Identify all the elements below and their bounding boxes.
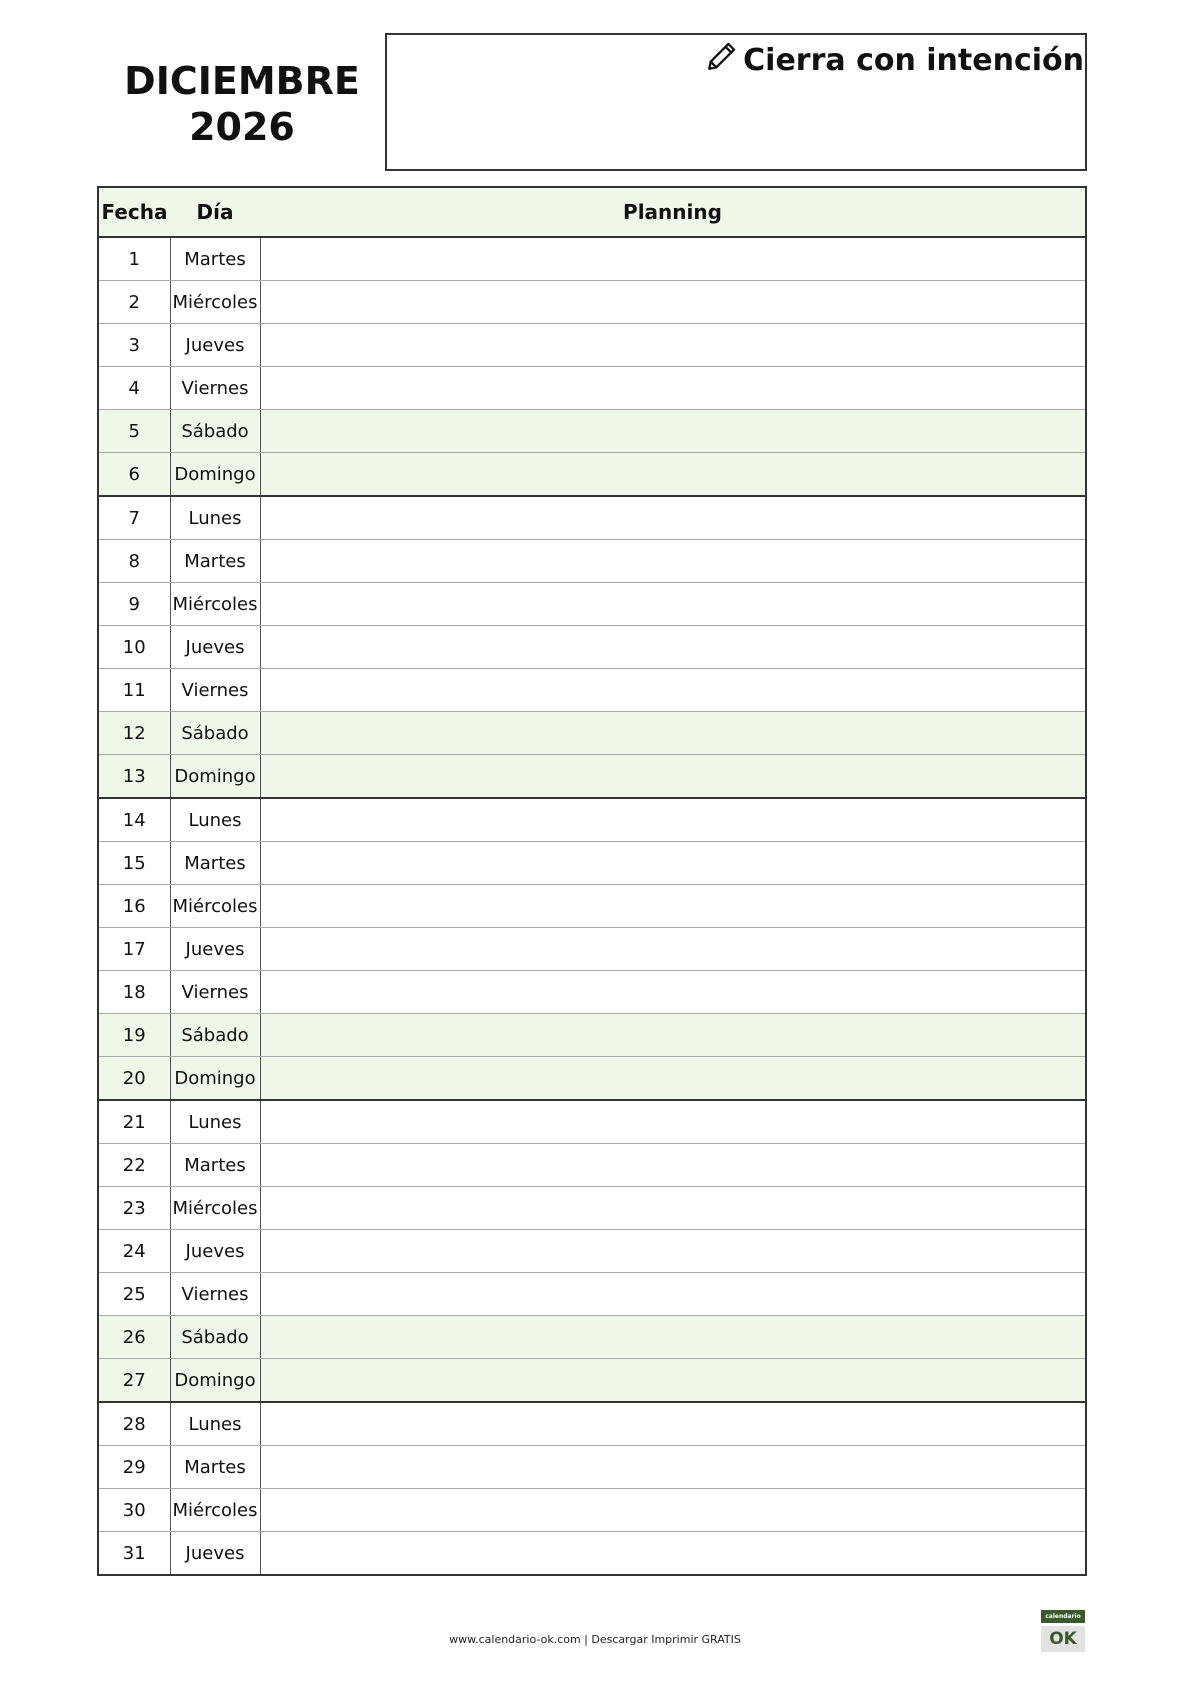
planning-cell[interactable] (260, 1273, 1086, 1316)
day-cell: Sábado (170, 410, 260, 453)
table-row (98, 1230, 1086, 1273)
planning-cell[interactable] (260, 1230, 1086, 1273)
year: 2026 (189, 105, 295, 149)
header-day: Día (170, 187, 260, 237)
planning-cell[interactable] (260, 281, 1086, 324)
planning-cell[interactable] (260, 1489, 1086, 1532)
planning-cell[interactable] (260, 1187, 1086, 1230)
day-cell: Miércoles (170, 1489, 260, 1532)
table-row (98, 1144, 1086, 1187)
calendario-ok-logo (1041, 1610, 1085, 1652)
date-cell: 11 (98, 669, 170, 712)
date-cell: 22 (98, 1144, 170, 1187)
day-cell: Domingo (170, 1057, 260, 1101)
intention-heading (705, 39, 1084, 81)
planning-cell[interactable] (260, 669, 1086, 712)
planning-cell[interactable] (260, 842, 1086, 885)
table-row (98, 410, 1086, 453)
date-cell: 18 (98, 971, 170, 1014)
planning-cell[interactable] (260, 237, 1086, 281)
planning-cell[interactable] (260, 1359, 1086, 1403)
table-row (98, 1359, 1086, 1403)
table-row (98, 496, 1086, 540)
logo-top-text: calendario (1041, 1610, 1085, 1623)
header-row (98, 187, 1086, 237)
pencil-icon (705, 39, 743, 81)
date-cell: 9 (98, 583, 170, 626)
day-cell: Martes (170, 237, 260, 281)
day-cell: Miércoles (170, 885, 260, 928)
day-cell: Jueves (170, 1230, 260, 1273)
table-row (98, 1532, 1086, 1576)
day-cell: Domingo (170, 755, 260, 799)
date-cell: 24 (98, 1230, 170, 1273)
planning-cell[interactable] (260, 1100, 1086, 1144)
table-row (98, 1014, 1086, 1057)
day-cell: Martes (170, 1446, 260, 1489)
table-row (98, 755, 1086, 799)
date-cell: 2 (98, 281, 170, 324)
date-cell: 27 (98, 1359, 170, 1403)
day-cell: Martes (170, 1144, 260, 1187)
table-row (98, 1187, 1086, 1230)
logo-ok-text: OK (1041, 1626, 1085, 1652)
planning-cell[interactable] (260, 367, 1086, 410)
planning-cell[interactable] (260, 1402, 1086, 1446)
day-cell: Lunes (170, 1402, 260, 1446)
intention-title: Cierra con intención (743, 42, 1084, 78)
table-row (98, 712, 1086, 755)
day-cell: Jueves (170, 324, 260, 367)
footer-text: www.calendario-ok.com | Descargar Imprimir GRATIS (449, 1633, 741, 1646)
table-row (98, 885, 1086, 928)
planning-cell[interactable] (260, 885, 1086, 928)
day-cell: Martes (170, 842, 260, 885)
month-name: DICIEMBRE (124, 59, 360, 103)
day-cell: Jueves (170, 626, 260, 669)
table-row (98, 1057, 1086, 1101)
table-row (98, 281, 1086, 324)
day-cell: Miércoles (170, 1187, 260, 1230)
header-date: Fecha (98, 187, 170, 237)
day-cell: Domingo (170, 453, 260, 497)
planning-cell[interactable] (260, 496, 1086, 540)
table-row (98, 626, 1086, 669)
table-row (98, 453, 1086, 497)
date-cell: 21 (98, 1100, 170, 1144)
planning-cell[interactable] (260, 453, 1086, 497)
planning-cell[interactable] (260, 928, 1086, 971)
date-cell: 23 (98, 1187, 170, 1230)
planning-cell[interactable] (260, 1532, 1086, 1576)
table-row (98, 971, 1086, 1014)
date-cell: 30 (98, 1489, 170, 1532)
day-cell: Sábado (170, 712, 260, 755)
table-row (98, 1273, 1086, 1316)
planning-cell[interactable] (260, 1316, 1086, 1359)
planning-cell[interactable] (260, 540, 1086, 583)
table-row (98, 798, 1086, 842)
date-cell: 3 (98, 324, 170, 367)
table-row (98, 1316, 1086, 1359)
date-cell: 20 (98, 1057, 170, 1101)
planning-cell[interactable] (260, 1014, 1086, 1057)
date-cell: 14 (98, 798, 170, 842)
date-cell: 31 (98, 1532, 170, 1576)
table-row (98, 928, 1086, 971)
planning-cell[interactable] (260, 1057, 1086, 1101)
day-cell: Martes (170, 540, 260, 583)
date-cell: 7 (98, 496, 170, 540)
day-cell: Lunes (170, 1100, 260, 1144)
date-cell: 29 (98, 1446, 170, 1489)
date-cell: 13 (98, 755, 170, 799)
table-row (98, 1489, 1086, 1532)
table-row (98, 842, 1086, 885)
table-row (98, 237, 1086, 281)
table-row (98, 583, 1086, 626)
header-planning: Planning (260, 187, 1086, 237)
table-row (98, 1446, 1086, 1489)
date-cell: 5 (98, 410, 170, 453)
date-cell: 12 (98, 712, 170, 755)
intention-box[interactable] (385, 33, 1087, 171)
planning-cell[interactable] (260, 971, 1086, 1014)
table-row (98, 540, 1086, 583)
date-cell: 8 (98, 540, 170, 583)
day-cell: Lunes (170, 798, 260, 842)
planning-cell[interactable] (260, 410, 1086, 453)
table-row (98, 367, 1086, 410)
day-cell: Sábado (170, 1014, 260, 1057)
day-cell: Sábado (170, 1316, 260, 1359)
date-cell: 1 (98, 237, 170, 281)
date-cell: 19 (98, 1014, 170, 1057)
date-cell: 10 (98, 626, 170, 669)
planning-cell[interactable] (260, 755, 1086, 799)
day-cell: Viernes (170, 367, 260, 410)
planning-cell[interactable] (260, 1446, 1086, 1489)
table-row (98, 1100, 1086, 1144)
day-cell: Viernes (170, 1273, 260, 1316)
date-cell: 28 (98, 1402, 170, 1446)
planning-cell[interactable] (260, 798, 1086, 842)
date-cell: 6 (98, 453, 170, 497)
day-cell: Jueves (170, 928, 260, 971)
planning-cell[interactable] (260, 324, 1086, 367)
table-row (98, 1402, 1086, 1446)
date-cell: 16 (98, 885, 170, 928)
date-cell: 25 (98, 1273, 170, 1316)
month-title (97, 58, 387, 150)
planning-cell[interactable] (260, 712, 1086, 755)
day-cell: Domingo (170, 1359, 260, 1403)
date-cell: 17 (98, 928, 170, 971)
day-cell: Viernes (170, 669, 260, 712)
date-cell: 15 (98, 842, 170, 885)
planning-cell[interactable] (260, 626, 1086, 669)
planner-table (97, 186, 1087, 1576)
planning-cell[interactable] (260, 583, 1086, 626)
day-cell: Miércoles (170, 281, 260, 324)
day-cell: Viernes (170, 971, 260, 1014)
date-cell: 4 (98, 367, 170, 410)
table-row (98, 324, 1086, 367)
date-cell: 26 (98, 1316, 170, 1359)
table-row (98, 669, 1086, 712)
day-cell: Miércoles (170, 583, 260, 626)
day-cell: Jueves (170, 1532, 260, 1576)
planning-cell[interactable] (260, 1144, 1086, 1187)
day-cell: Lunes (170, 496, 260, 540)
